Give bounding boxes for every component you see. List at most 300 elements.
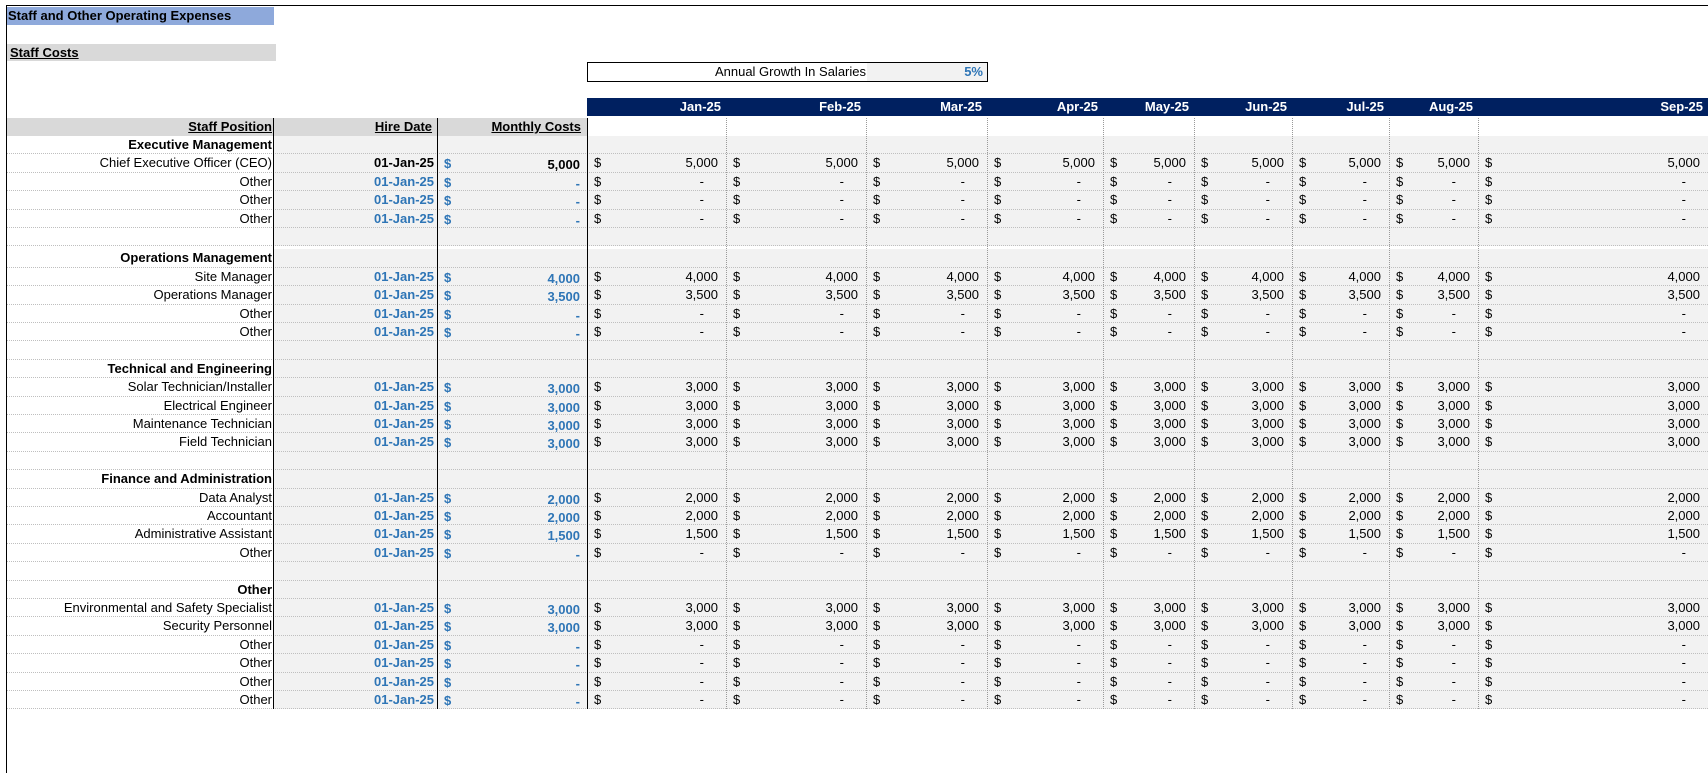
month-value[interactable]: - xyxy=(1167,637,1172,652)
month-value[interactable]: 3,000 xyxy=(946,398,979,413)
month-value[interactable]: 3,000 xyxy=(685,618,718,633)
staff-position[interactable]: Other xyxy=(239,674,272,689)
month-currency: $ xyxy=(733,545,741,560)
month-header-apr-25[interactable]: Apr-25 xyxy=(1056,99,1098,114)
group-label[interactable]: Operations Management xyxy=(120,250,272,265)
month-value[interactable]: - xyxy=(1265,211,1270,226)
month-value[interactable]: - xyxy=(839,306,844,321)
month-value[interactable]: - xyxy=(1167,545,1172,560)
staff-position[interactable]: Chief Executive Officer (CEO) xyxy=(99,155,272,170)
month-value[interactable]: - xyxy=(1265,192,1270,207)
growth-value-cell[interactable] xyxy=(867,63,987,81)
monthly-cost[interactable]: - xyxy=(575,694,580,709)
month-value[interactable]: 4,000 xyxy=(1437,269,1470,284)
col-border-date xyxy=(437,118,438,709)
month-value[interactable]: 5,000 xyxy=(685,155,718,170)
month-value[interactable]: 3,500 xyxy=(825,287,858,302)
month-value[interactable]: - xyxy=(839,545,844,560)
month-currency: $ xyxy=(594,211,602,226)
month-value[interactable]: - xyxy=(1451,192,1456,207)
month-value[interactable]: 3,000 xyxy=(1437,416,1470,431)
month-value[interactable]: 3,000 xyxy=(1437,618,1470,633)
month-value[interactable]: - xyxy=(699,211,704,226)
monthly-cost[interactable]: - xyxy=(575,213,580,228)
month-value[interactable]: 3,000 xyxy=(1348,618,1381,633)
hire-date[interactable]: 01-Jan-25 xyxy=(374,416,434,431)
month-value[interactable]: 3,500 xyxy=(1153,287,1186,302)
monthly-cost[interactable]: 3,000 xyxy=(547,381,580,396)
monthly-cost[interactable]: - xyxy=(575,326,580,341)
group-label[interactable]: Executive Management xyxy=(128,137,272,152)
hire-date[interactable]: 01-Jan-25 xyxy=(374,211,434,226)
month-value[interactable]: 2,000 xyxy=(1348,490,1381,505)
month-value[interactable]: 2,000 xyxy=(825,508,858,523)
month-value[interactable]: - xyxy=(1451,174,1456,189)
month-value[interactable]: 3,000 xyxy=(685,416,718,431)
hire-date[interactable]: 01-Jan-25 xyxy=(374,600,434,615)
staff-position[interactable]: Electrical Engineer xyxy=(163,398,272,413)
month-value[interactable]: 3,000 xyxy=(1251,398,1284,413)
hire-date[interactable]: 01-Jan-25 xyxy=(374,306,434,321)
month-value[interactable]: - xyxy=(699,655,704,670)
month-value[interactable]: - xyxy=(1265,545,1270,560)
month-value[interactable]: 2,000 xyxy=(1251,508,1284,523)
month-value[interactable]: 3,000 xyxy=(1153,434,1186,449)
staff-position[interactable]: Other xyxy=(239,192,272,207)
month-value[interactable]: 1,500 xyxy=(825,526,858,541)
monthly-cost[interactable]: - xyxy=(575,657,580,672)
month-value[interactable]: - xyxy=(1265,324,1270,339)
month-header-may-25[interactable]: May-25 xyxy=(1144,99,1189,114)
month-value[interactable]: - xyxy=(1681,692,1686,707)
monthly-cost[interactable]: - xyxy=(575,194,580,209)
month-value[interactable]: - xyxy=(1681,324,1686,339)
month-value[interactable]: 3,000 xyxy=(1437,379,1470,394)
month-value[interactable]: 3,000 xyxy=(1667,600,1700,615)
month-value[interactable]: 4,000 xyxy=(1348,269,1381,284)
group-label[interactable]: Finance and Administration xyxy=(101,471,272,486)
month-value[interactable]: 2,000 xyxy=(825,490,858,505)
hire-date[interactable]: 01-Jan-25 xyxy=(374,192,434,207)
month-value[interactable]: 3,000 xyxy=(1348,379,1381,394)
month-value[interactable]: 3,500 xyxy=(1062,287,1095,302)
monthly-cost[interactable]: 4,000 xyxy=(547,271,580,286)
month-value[interactable]: 3,000 xyxy=(1348,416,1381,431)
month-value[interactable]: 3,000 xyxy=(825,398,858,413)
month-value[interactable]: - xyxy=(1076,637,1081,652)
month-value[interactable]: - xyxy=(699,306,704,321)
month-value[interactable]: - xyxy=(1167,174,1172,189)
month-currency: $ xyxy=(873,324,881,339)
month-value[interactable]: - xyxy=(1451,637,1456,652)
month-value[interactable]: - xyxy=(1076,545,1081,560)
month-value[interactable]: 3,000 xyxy=(946,379,979,394)
month-value[interactable]: 3,000 xyxy=(1667,398,1700,413)
month-value[interactable]: 2,000 xyxy=(1062,490,1095,505)
month-value[interactable]: 3,000 xyxy=(1062,600,1095,615)
month-value[interactable]: 5,000 xyxy=(1348,155,1381,170)
month-value[interactable]: 5,000 xyxy=(1667,155,1700,170)
staff-position[interactable]: Security Personnel xyxy=(162,618,272,633)
hire-date[interactable]: 01-Jan-25 xyxy=(374,398,434,413)
month-value[interactable]: - xyxy=(1167,655,1172,670)
hire-date[interactable]: 01-Jan-25 xyxy=(374,490,434,505)
month-value[interactable]: - xyxy=(1265,655,1270,670)
month-value[interactable]: - xyxy=(1265,306,1270,321)
month-value[interactable]: - xyxy=(1167,324,1172,339)
hire-date[interactable]: 01-Jan-25 xyxy=(374,637,434,652)
month-value[interactable]: - xyxy=(699,192,704,207)
cost-currency: $ xyxy=(444,491,452,506)
month-value[interactable]: - xyxy=(1076,655,1081,670)
month-value[interactable]: 3,000 xyxy=(946,434,979,449)
month-value[interactable]: - xyxy=(1167,692,1172,707)
month-col-border xyxy=(1103,118,1104,709)
month-value[interactable]: 4,000 xyxy=(1153,269,1186,284)
staff-position[interactable]: Other xyxy=(239,306,272,321)
month-currency: $ xyxy=(1485,306,1493,321)
month-value[interactable]: - xyxy=(1265,674,1270,689)
month-value[interactable]: 3,000 xyxy=(1251,434,1284,449)
staff-position[interactable]: Other xyxy=(239,211,272,226)
month-value[interactable]: - xyxy=(960,324,965,339)
month-value[interactable]: 3,000 xyxy=(1062,434,1095,449)
hire-date[interactable]: 01-Jan-25 xyxy=(374,287,434,302)
month-value[interactable]: - xyxy=(1681,174,1686,189)
monthly-cost[interactable]: 2,000 xyxy=(547,510,580,525)
month-value[interactable]: - xyxy=(1265,174,1270,189)
month-value[interactable]: - xyxy=(1362,545,1367,560)
month-value[interactable]: 3,000 xyxy=(1153,416,1186,431)
month-value[interactable]: 3,000 xyxy=(1667,434,1700,449)
month-value[interactable]: - xyxy=(1681,545,1686,560)
month-value[interactable]: 1,500 xyxy=(1437,526,1470,541)
staff-position[interactable]: Other xyxy=(239,545,272,560)
month-value[interactable]: - xyxy=(1076,174,1081,189)
month-value[interactable]: - xyxy=(1362,637,1367,652)
monthly-cost[interactable]: - xyxy=(575,547,580,562)
monthly-cost[interactable]: - xyxy=(575,639,580,654)
hire-date[interactable]: 01-Jan-25 xyxy=(374,674,434,689)
staff-position[interactable]: Other xyxy=(239,692,272,707)
month-value[interactable]: 3,000 xyxy=(825,600,858,615)
month-value[interactable]: - xyxy=(1076,692,1081,707)
month-currency: $ xyxy=(994,526,1002,541)
month-value[interactable]: - xyxy=(1076,192,1081,207)
month-value[interactable]: 3,000 xyxy=(685,379,718,394)
month-value[interactable]: 3,500 xyxy=(1348,287,1381,302)
month-value[interactable]: 3,000 xyxy=(685,600,718,615)
hire-date[interactable]: 01-Jan-25 xyxy=(374,508,434,523)
staff-position[interactable]: Solar Technician/Installer xyxy=(127,379,272,394)
month-value[interactable]: 3,000 xyxy=(946,618,979,633)
monthly-cost[interactable]: - xyxy=(575,176,580,191)
month-value[interactable]: 3,000 xyxy=(1251,416,1284,431)
month-value[interactable]: - xyxy=(1681,674,1686,689)
month-value[interactable]: - xyxy=(960,545,965,560)
month-value[interactable]: - xyxy=(1681,192,1686,207)
month-value[interactable]: - xyxy=(960,211,965,226)
month-value[interactable]: 3,000 xyxy=(1062,618,1095,633)
monthly-cost[interactable]: 3,500 xyxy=(547,289,580,304)
row-bg-months xyxy=(587,228,1708,246)
month-value[interactable]: 4,000 xyxy=(1251,269,1284,284)
staff-position[interactable]: Environmental and Safety Specialist xyxy=(63,600,272,615)
month-value[interactable]: - xyxy=(839,637,844,652)
month-value[interactable]: 3,000 xyxy=(1153,618,1186,633)
month-value[interactable]: 3,500 xyxy=(946,287,979,302)
month-header-aug-25[interactable]: Aug-25 xyxy=(1428,99,1473,114)
month-value[interactable]: 2,000 xyxy=(1437,490,1470,505)
month-value[interactable]: - xyxy=(839,655,844,670)
staff-position[interactable]: Data Analyst xyxy=(199,490,272,505)
month-value[interactable]: - xyxy=(839,324,844,339)
month-value[interactable]: 3,500 xyxy=(1251,287,1284,302)
staff-position[interactable]: Field Technician xyxy=(179,434,272,449)
month-header-mar-25[interactable]: Mar-25 xyxy=(940,99,982,114)
cost-currency: $ xyxy=(444,417,452,432)
month-value[interactable]: 3,000 xyxy=(825,434,858,449)
month-value[interactable]: 2,000 xyxy=(1251,490,1284,505)
month-value[interactable]: 3,000 xyxy=(1153,398,1186,413)
month-value[interactable]: 1,500 xyxy=(1062,526,1095,541)
month-value[interactable]: 2,000 xyxy=(1062,508,1095,523)
month-value[interactable]: 3,500 xyxy=(1437,287,1470,302)
month-value[interactable]: - xyxy=(960,192,965,207)
month-value[interactable]: - xyxy=(1362,655,1367,670)
month-value[interactable]: 4,000 xyxy=(946,269,979,284)
month-value[interactable]: 2,000 xyxy=(1667,508,1700,523)
month-value[interactable]: 3,000 xyxy=(1153,600,1186,615)
month-value[interactable]: - xyxy=(1265,637,1270,652)
month-value[interactable]: 4,000 xyxy=(1062,269,1095,284)
month-value[interactable]: - xyxy=(1451,545,1456,560)
month-value[interactable]: - xyxy=(960,637,965,652)
sheet-title[interactable]: Staff and Other Operating Expenses xyxy=(7,7,274,25)
month-value[interactable]: - xyxy=(1451,306,1456,321)
month-header-feb-25[interactable]: Feb-25 xyxy=(819,99,861,114)
month-value[interactable]: 3,000 xyxy=(1062,398,1095,413)
month-value[interactable]: 1,500 xyxy=(1251,526,1284,541)
month-value[interactable]: 3,000 xyxy=(1348,434,1381,449)
month-value[interactable]: 3,500 xyxy=(685,287,718,302)
month-header-bar xyxy=(587,98,1708,116)
staff-position[interactable]: Other xyxy=(239,174,272,189)
hire-date[interactable]: 01-Jan-25 xyxy=(374,174,434,189)
month-value[interactable]: - xyxy=(1451,674,1456,689)
month-value[interactable]: - xyxy=(1362,192,1367,207)
month-currency: $ xyxy=(1201,398,1209,413)
hire-date[interactable]: 01-Jan-25 xyxy=(374,618,434,633)
month-value[interactable]: 3,000 xyxy=(1667,416,1700,431)
month-value[interactable]: 2,000 xyxy=(1437,508,1470,523)
header-monthly-costs[interactable]: Monthly Costs xyxy=(491,119,581,134)
month-value[interactable]: 3,000 xyxy=(1348,600,1381,615)
month-value[interactable]: - xyxy=(1681,306,1686,321)
month-value[interactable]: 1,500 xyxy=(685,526,718,541)
monthly-cost[interactable]: 3,000 xyxy=(547,436,580,451)
staff-position[interactable]: Other xyxy=(239,637,272,652)
staff-position[interactable]: Other xyxy=(239,655,272,670)
month-currency: $ xyxy=(733,600,741,615)
month-value[interactable]: 3,000 xyxy=(1348,398,1381,413)
hire-date[interactable]: 01-Jan-25 xyxy=(374,526,434,541)
monthly-cost[interactable]: - xyxy=(575,308,580,323)
month-value[interactable]: - xyxy=(1167,674,1172,689)
month-value[interactable]: - xyxy=(839,174,844,189)
section-title[interactable]: Staff Costs xyxy=(7,44,276,61)
month-value[interactable]: 2,000 xyxy=(685,508,718,523)
month-value[interactable]: - xyxy=(1076,674,1081,689)
hire-date[interactable]: 01-Jan-25 xyxy=(374,269,434,284)
month-value[interactable]: 3,500 xyxy=(1667,287,1700,302)
monthly-cost[interactable]: - xyxy=(575,676,580,691)
monthly-cost[interactable]: 1,500 xyxy=(547,528,580,543)
hire-date[interactable]: 01-Jan-25 xyxy=(374,324,434,339)
month-value[interactable]: - xyxy=(960,655,965,670)
month-value[interactable]: 5,000 xyxy=(1153,155,1186,170)
staff-position[interactable]: Site Manager xyxy=(194,269,272,284)
staff-position[interactable]: Maintenance Technician xyxy=(132,416,272,431)
month-value[interactable]: 2,000 xyxy=(1153,490,1186,505)
month-value[interactable]: - xyxy=(1167,211,1172,226)
month-value[interactable]: - xyxy=(1362,674,1367,689)
month-value[interactable]: - xyxy=(1451,655,1456,670)
month-value[interactable]: 4,000 xyxy=(685,269,718,284)
month-value[interactable]: - xyxy=(1076,324,1081,339)
month-value[interactable]: - xyxy=(699,674,704,689)
month-value[interactable]: - xyxy=(1451,211,1456,226)
month-value[interactable]: 3,000 xyxy=(1153,379,1186,394)
month-value[interactable]: 3,000 xyxy=(1062,379,1095,394)
month-value[interactable]: - xyxy=(1265,692,1270,707)
month-header-jul-25[interactable]: Jul-25 xyxy=(1346,99,1384,114)
month-value[interactable]: 5,000 xyxy=(1251,155,1284,170)
month-value[interactable]: 3,000 xyxy=(1667,618,1700,633)
group-label[interactable]: Other xyxy=(237,582,272,597)
month-value[interactable]: - xyxy=(1681,211,1686,226)
month-header-jan-25[interactable]: Jan-25 xyxy=(679,99,721,114)
month-header-jun-25[interactable]: Jun-25 xyxy=(1245,99,1287,114)
monthly-cost[interactable]: 5,000 xyxy=(547,157,580,172)
month-value[interactable]: 2,000 xyxy=(1348,508,1381,523)
hire-date[interactable]: 01-Jan-25 xyxy=(374,655,434,670)
month-value[interactable]: - xyxy=(1167,306,1172,321)
month-value[interactable]: 3,000 xyxy=(1667,379,1700,394)
hire-date[interactable]: 01-Jan-25 xyxy=(374,434,434,449)
month-value[interactable]: - xyxy=(1167,192,1172,207)
month-value[interactable]: - xyxy=(1681,637,1686,652)
month-value[interactable]: - xyxy=(960,174,965,189)
month-value[interactable]: 3,000 xyxy=(1251,600,1284,615)
month-value[interactable]: - xyxy=(1362,692,1367,707)
staff-position[interactable]: Operations Manager xyxy=(153,287,272,302)
month-value[interactable]: 1,500 xyxy=(1667,526,1700,541)
month-value[interactable]: 4,000 xyxy=(825,269,858,284)
month-value[interactable]: 5,000 xyxy=(1062,155,1095,170)
month-value[interactable]: 3,000 xyxy=(685,434,718,449)
hire-date[interactable]: 01-Jan-25 xyxy=(374,692,434,707)
hire-date[interactable]: 01-Jan-25 xyxy=(374,379,434,394)
month-value[interactable]: - xyxy=(960,306,965,321)
month-value[interactable]: - xyxy=(1362,174,1367,189)
month-value[interactable]: - xyxy=(960,674,965,689)
month-value[interactable]: 4,000 xyxy=(1667,269,1700,284)
month-value[interactable]: 3,000 xyxy=(946,416,979,431)
month-value[interactable]: - xyxy=(1451,692,1456,707)
month-value[interactable]: 5,000 xyxy=(946,155,979,170)
month-value[interactable]: 3,000 xyxy=(1062,416,1095,431)
month-value[interactable]: - xyxy=(1076,211,1081,226)
month-value[interactable]: - xyxy=(699,174,704,189)
month-value[interactable]: 5,000 xyxy=(1437,155,1470,170)
monthly-cost[interactable]: 3,000 xyxy=(547,602,580,617)
month-value[interactable]: - xyxy=(839,692,844,707)
month-value[interactable]: 1,500 xyxy=(1348,526,1381,541)
month-value[interactable]: 3,000 xyxy=(1437,600,1470,615)
month-value[interactable]: - xyxy=(1451,324,1456,339)
month-currency: $ xyxy=(1485,674,1493,689)
month-value[interactable]: 3,000 xyxy=(1251,618,1284,633)
month-value[interactable]: - xyxy=(699,324,704,339)
month-value[interactable]: - xyxy=(1362,306,1367,321)
monthly-cost[interactable]: 2,000 xyxy=(547,492,580,507)
month-value[interactable]: - xyxy=(1076,306,1081,321)
monthly-cost[interactable]: 3,000 xyxy=(547,400,580,415)
month-value[interactable]: 2,000 xyxy=(1667,490,1700,505)
month-value[interactable]: 1,500 xyxy=(1153,526,1186,541)
month-value[interactable]: - xyxy=(839,192,844,207)
month-value[interactable]: - xyxy=(1362,324,1367,339)
staff-position[interactable]: Administrative Assistant xyxy=(134,526,272,541)
month-value[interactable]: 1,500 xyxy=(946,526,979,541)
staff-position[interactable]: Other xyxy=(239,324,272,339)
month-value[interactable]: - xyxy=(699,637,704,652)
month-value[interactable]: 3,000 xyxy=(685,398,718,413)
month-value[interactable]: 2,000 xyxy=(685,490,718,505)
month-value[interactable]: 3,000 xyxy=(946,600,979,615)
month-value[interactable]: 3,000 xyxy=(825,416,858,431)
month-value[interactable]: - xyxy=(699,692,704,707)
monthly-cost[interactable]: 3,000 xyxy=(547,620,580,635)
month-header-sep-25[interactable]: Sep-25 xyxy=(1660,99,1703,114)
month-value[interactable]: - xyxy=(699,545,704,560)
month-value[interactable]: - xyxy=(1681,655,1686,670)
month-value[interactable]: 2,000 xyxy=(946,490,979,505)
staff-position[interactable]: Accountant xyxy=(206,508,272,523)
month-value[interactable]: - xyxy=(839,674,844,689)
header-hire-date[interactable]: Hire Date xyxy=(374,119,432,134)
month-value[interactable]: 2,000 xyxy=(946,508,979,523)
month-value[interactable]: 5,000 xyxy=(825,155,858,170)
month-value[interactable]: 3,000 xyxy=(825,379,858,394)
month-value[interactable]: - xyxy=(1362,211,1367,226)
month-value[interactable]: 3,000 xyxy=(1251,379,1284,394)
row-bg-inputs xyxy=(274,341,587,360)
month-value[interactable]: 2,000 xyxy=(1153,508,1186,523)
hire-date[interactable]: 01-Jan-25 xyxy=(374,155,434,170)
month-value[interactable]: 3,000 xyxy=(825,618,858,633)
month-value[interactable]: 3,000 xyxy=(1437,398,1470,413)
month-currency: $ xyxy=(1110,490,1118,505)
month-value[interactable]: - xyxy=(839,211,844,226)
group-label[interactable]: Technical and Engineering xyxy=(107,361,272,376)
hire-date[interactable]: 01-Jan-25 xyxy=(374,545,434,560)
monthly-cost[interactable]: 3,000 xyxy=(547,418,580,433)
month-value[interactable]: - xyxy=(960,692,965,707)
header-staff-position[interactable]: Staff Position xyxy=(188,119,272,134)
month-value[interactable]: 3,000 xyxy=(1437,434,1470,449)
